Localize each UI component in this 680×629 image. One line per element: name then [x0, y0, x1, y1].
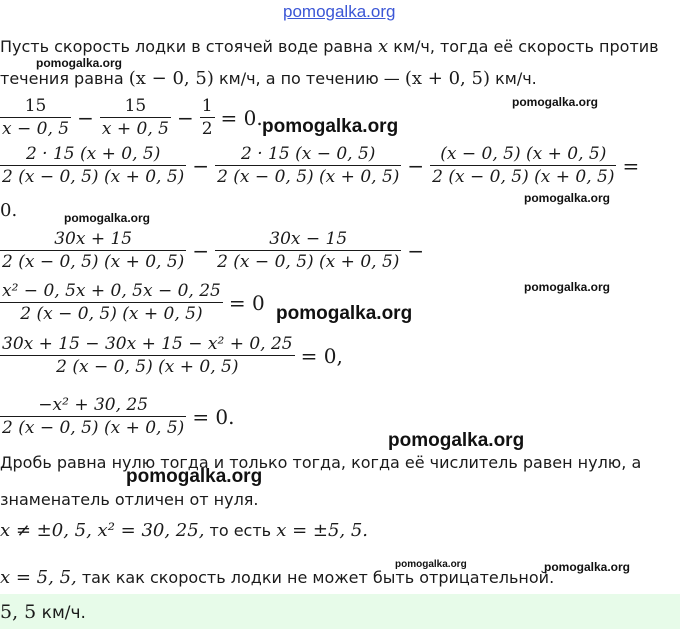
intro-text-4: км/ч, а по течению —	[218, 69, 400, 88]
fraction	[0, 95, 71, 140]
conclusion-line	[0, 567, 554, 588]
denominator: x + 0, 5	[101, 119, 169, 139]
fraction	[215, 143, 401, 188]
fraction	[100, 95, 171, 140]
condition-line-1: Дробь равна нулю тогда и только тогда, когда её числитель равен нулю, а	[0, 453, 642, 472]
denominator: 2 (x − 0, 5) (x + 0, 5)	[2, 418, 185, 438]
fraction	[200, 95, 215, 140]
denominator: 2 (x − 0, 5) (x + 0, 5)	[0, 302, 223, 325]
condition-line-2: знаменатель отличен от нуля.	[0, 490, 259, 509]
denominator: x − 0, 5	[2, 119, 70, 139]
minus-sign: −	[407, 153, 425, 178]
numerator: x² − 0, 5x + 0, 5x − 0, 25	[2, 281, 221, 301]
solution-text: то есть	[209, 521, 272, 540]
fraction	[0, 228, 186, 273]
intro-text-5: км/ч.	[495, 69, 537, 88]
equation-rhs: = 0.	[192, 404, 235, 429]
equation-5	[0, 394, 241, 439]
denominator: 2 (x − 0, 5) (x + 0, 5)	[217, 252, 400, 272]
expr-upstream: (x − 0, 5)	[128, 68, 214, 89]
fraction	[0, 143, 186, 188]
intro-line-1	[0, 36, 659, 57]
numerator: 1	[201, 96, 213, 116]
var-x: x	[377, 36, 389, 57]
numerator: 15	[124, 96, 147, 116]
denominator: 2	[201, 119, 213, 139]
conclusion-math: x = 5, 5,	[0, 567, 77, 588]
answer-line	[0, 601, 86, 623]
denominator: 2 (x − 0, 5) (x + 0, 5)	[2, 252, 185, 272]
equals-sign: =	[622, 153, 640, 178]
intro-text-2: км/ч, тогда её скорость против	[393, 37, 659, 56]
answer-box	[0, 594, 680, 629]
answer-unit: км/ч.	[41, 603, 86, 623]
answer-value: 5, 5	[0, 601, 37, 623]
equation-rhs: = 0,	[300, 343, 343, 368]
equation-1	[0, 95, 269, 140]
minus-sign: −	[192, 238, 210, 263]
fraction	[0, 333, 295, 378]
numerator: 2 · 15 (x − 0, 5)	[241, 144, 376, 164]
equation-2-rhs: 0.	[0, 200, 18, 221]
minus-sign: −	[77, 105, 94, 130]
intro-line-2	[0, 68, 537, 89]
minus-sign: −	[407, 238, 425, 263]
fraction	[0, 280, 223, 325]
watermark: pomogalka.org	[276, 303, 413, 324]
fraction	[215, 228, 401, 273]
numerator: 30x + 15 − 30x + 15 − x² + 0, 25	[2, 334, 293, 354]
denominator: 2 (x − 0, 5) (x + 0, 5)	[217, 167, 400, 187]
watermark: pomogalka.org	[524, 280, 611, 294]
intro-text-3: течения равна	[0, 69, 124, 88]
numerator: (x − 0, 5) (x + 0, 5)	[440, 144, 607, 164]
watermark: pomogalka.org	[36, 56, 123, 70]
fraction	[430, 143, 616, 188]
watermark: pomogalka.org	[64, 211, 151, 225]
solution-math-b: x = ±5, 5.	[276, 520, 369, 541]
denominator: 2 (x − 0, 5) (x + 0, 5)	[0, 355, 295, 378]
watermark: pomogalka.org	[524, 191, 611, 205]
denominator: 2 (x − 0, 5) (x + 0, 5)	[432, 167, 615, 187]
solution-math-a: x ≠ ±0, 5, x² = 30, 25,	[0, 520, 205, 541]
expr-downstream: (x + 0, 5)	[404, 68, 490, 89]
watermark: pomogalka.org	[262, 116, 399, 137]
numerator: 30x + 15	[54, 229, 133, 249]
denominator: 2 (x − 0, 5) (x + 0, 5)	[2, 167, 185, 187]
conclusion-text: так как скорость лодки не может быть отрицательной.	[81, 568, 555, 587]
site-header-link[interactable]: pomogalka.org	[283, 2, 396, 21]
watermark: pomogalka.org	[512, 95, 599, 109]
watermark: pomogalka.org	[544, 560, 631, 574]
equation-4	[0, 333, 349, 378]
watermark: pomogalka.org	[388, 430, 525, 451]
equation-3-line-1	[0, 228, 430, 273]
intro-text-1: Пусть скорость лодки в стоячей воде равна	[0, 37, 373, 56]
equation-2	[0, 143, 645, 188]
minus-sign: −	[192, 153, 210, 178]
equation-3-line-2	[0, 280, 271, 325]
watermark: pomogalka.org	[126, 466, 263, 487]
numerator: 30x − 15	[269, 229, 348, 249]
numerator: 2 · 15 (x + 0, 5)	[25, 144, 161, 164]
minus-sign: −	[176, 105, 194, 130]
equation-rhs: = 0.	[220, 105, 263, 130]
watermark: pomogalka.org	[395, 559, 467, 570]
equation-rhs: = 0	[228, 290, 265, 315]
numerator: −x² + 30, 25	[38, 395, 149, 415]
numerator: 15	[24, 96, 47, 116]
solution-line	[0, 520, 368, 541]
fraction	[0, 394, 186, 439]
